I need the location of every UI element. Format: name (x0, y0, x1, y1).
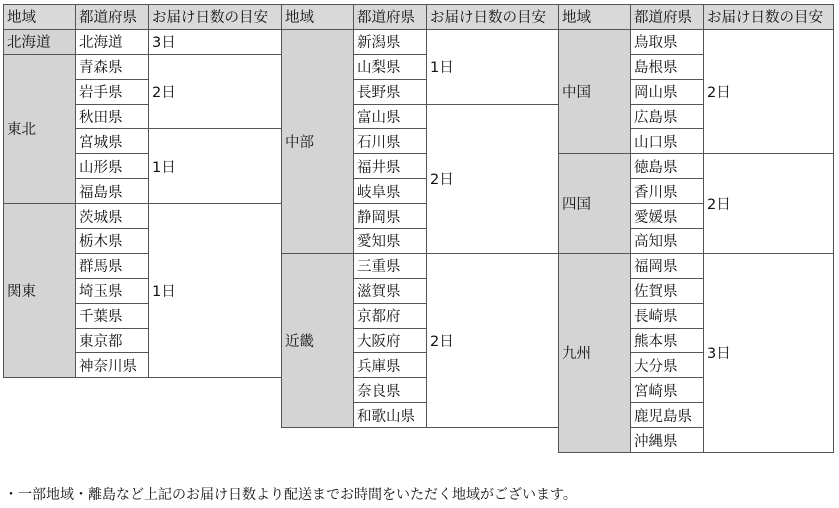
prefecture-cell: 大阪府 (354, 328, 427, 353)
prefecture-cell: 石川県 (354, 129, 427, 154)
prefecture-cell: 青森県 (76, 54, 149, 79)
delivery-days-cell: 1日 (149, 204, 282, 378)
prefecture-cell: 三重県 (354, 253, 427, 278)
prefecture-cell: 岡山県 (631, 79, 704, 104)
prefecture-cell: 奈良県 (354, 378, 427, 403)
prefecture-cell: 山形県 (76, 154, 149, 179)
prefecture-cell: 和歌山県 (354, 403, 427, 428)
delivery-days-cell: 3日 (704, 253, 834, 452)
table-row (282, 253, 560, 278)
table-row (4, 29, 282, 54)
table-row (4, 54, 282, 79)
region-cell: 北海道 (4, 29, 76, 54)
prefecture-cell: 長野県 (354, 79, 427, 104)
region-cell: 東北 (4, 54, 76, 203)
delivery-days-cell: 3日 (149, 29, 282, 54)
prefecture-cell: 埼玉県 (76, 278, 149, 303)
prefecture-cell: 島根県 (631, 54, 704, 79)
table-row (4, 204, 282, 229)
prefecture-cell: 山梨県 (354, 54, 427, 79)
table-row (282, 29, 560, 54)
region-cell: 中部 (282, 29, 354, 253)
prefecture-cell: 福岡県 (631, 253, 704, 278)
prefecture-cell: 千葉県 (76, 303, 149, 328)
header-days: お届け日数の目安 (427, 5, 560, 30)
header-days: お届け日数の目安 (149, 5, 282, 30)
header-region: 地域 (559, 5, 631, 30)
delivery-days-cell: 1日 (427, 29, 560, 104)
region-cell: 関東 (4, 204, 76, 378)
prefecture-cell: 兵庫県 (354, 353, 427, 378)
prefecture-cell: 新潟県 (354, 29, 427, 54)
prefecture-cell: 富山県 (354, 104, 427, 129)
table-header-row (4, 5, 282, 30)
prefecture-cell: 沖縄県 (631, 428, 704, 453)
prefecture-cell: 群馬県 (76, 253, 149, 278)
delivery-table-1 (3, 4, 282, 378)
prefecture-cell: 熊本県 (631, 328, 704, 353)
delivery-table-2 (281, 4, 560, 428)
prefecture-cell: 長崎県 (631, 303, 704, 328)
prefecture-cell: 滋賀県 (354, 278, 427, 303)
prefecture-cell: 山口県 (631, 129, 704, 154)
prefecture-cell: 広島県 (631, 104, 704, 129)
prefecture-cell: 栃木県 (76, 229, 149, 254)
prefecture-cell: 佐賀県 (631, 278, 704, 303)
prefecture-cell: 福島県 (76, 179, 149, 204)
prefecture-cell: 岐阜県 (354, 179, 427, 204)
prefecture-cell: 宮城県 (76, 129, 149, 154)
delivery-table-3 (558, 4, 834, 453)
prefecture-cell: 静岡県 (354, 204, 427, 229)
table-row (559, 253, 834, 278)
table-row (559, 154, 834, 179)
region-cell: 九州 (559, 253, 631, 452)
delivery-note: ・一部地域・離島など上記のお届け日数より配送までお時間をいただく地域がございます。 (4, 487, 577, 503)
delivery-days-cell: 2日 (704, 29, 834, 153)
delivery-days-cell: 1日 (149, 129, 282, 204)
region-cell: 中国 (559, 29, 631, 153)
prefecture-cell: 鹿児島県 (631, 403, 704, 428)
prefecture-cell: 香川県 (631, 179, 704, 204)
header-days: お届け日数の目安 (704, 5, 834, 30)
header-prefecture: 都道府県 (76, 5, 149, 30)
prefecture-cell: 京都府 (354, 303, 427, 328)
table-header-row (559, 5, 834, 30)
delivery-days-cell: 2日 (427, 253, 560, 427)
prefecture-cell: 宮崎県 (631, 378, 704, 403)
prefecture-cell: 東京都 (76, 328, 149, 353)
prefecture-cell: 徳島県 (631, 154, 704, 179)
prefecture-cell: 北海道 (76, 29, 149, 54)
delivery-days-cell: 2日 (427, 104, 560, 253)
region-cell: 近畿 (282, 253, 354, 427)
prefecture-cell: 福井県 (354, 154, 427, 179)
table-row (559, 29, 834, 54)
prefecture-cell: 神奈川県 (76, 353, 149, 378)
prefecture-cell: 茨城県 (76, 204, 149, 229)
prefecture-cell: 大分県 (631, 353, 704, 378)
prefecture-cell: 愛知県 (354, 229, 427, 254)
prefecture-cell: 高知県 (631, 229, 704, 254)
delivery-days-cell: 2日 (704, 154, 834, 254)
header-prefecture: 都道府県 (631, 5, 704, 30)
header-prefecture: 都道府県 (354, 5, 427, 30)
prefecture-cell: 秋田県 (76, 104, 149, 129)
table-header-row (282, 5, 560, 30)
region-cell: 四国 (559, 154, 631, 254)
prefecture-cell: 岩手県 (76, 79, 149, 104)
prefecture-cell: 愛媛県 (631, 204, 704, 229)
prefecture-cell: 鳥取県 (631, 29, 704, 54)
delivery-days-cell: 2日 (149, 54, 282, 129)
header-region: 地域 (282, 5, 354, 30)
header-region: 地域 (4, 5, 76, 30)
